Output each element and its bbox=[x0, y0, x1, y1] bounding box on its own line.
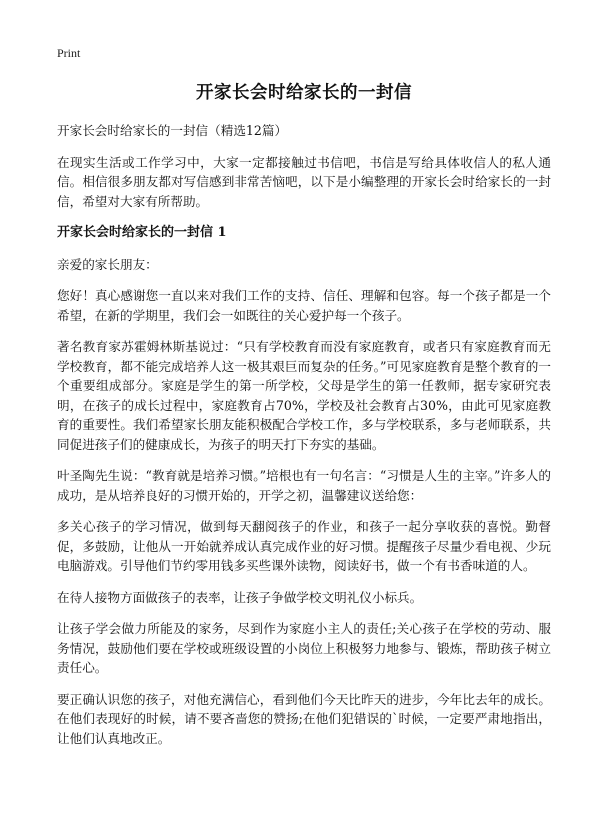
print-label[interactable]: Print bbox=[57, 46, 81, 60]
body-paragraph: 多关心孩子的学习情况，做到每天翻阅孩子的作业，和孩子一起分享收获的喜悦。勤督促，多鼓励，让他从一开始就养成认真完成作业的好习惯。提醒孩子尽量少看电视、少玩电脑游戏。引导他们节约零用钱多买些课外读物，阅读好书，做一个有书香味道的人。 bbox=[57, 519, 551, 573]
salutation: 亲爱的家长朋友： bbox=[57, 256, 158, 272]
body-paragraph: 著名教育家苏霍姆林斯基说过：“只有学校教育而没有家庭教育，或者只有家庭教育而无学校教育，都不能完成培养人这一极其艰巨而复杂的任务。”可见家庭教育是整个教育的一个重要组成部分。家庭是学生的第一所学校，父母是学生的第一任教师，据专家研究表明，在孩子的成长过程中，家庭教育占70%，学校及社会教育占30%，由此可见家庭教育的重要性。我们希望家长朋友能积极配合学校工作，多与学校联系，多与老师联系，共同促进孩子们的健康成长，为孩子的明天打下夯实的基础。 bbox=[57, 339, 551, 452]
body-paragraph: 在待人接物方面做孩子的表率，让孩子争做学校文明礼仪小标兵。 bbox=[57, 589, 423, 605]
body-paragraph: 要正确认识您的孩子，对他充满信心，看到他们今天比昨天的进步，今年比去年的成长。在他们表现好的时候，请不要吝啬您的赞扬;在他们犯错误的`时候，一定要严肃地指出，让他们认真地改正。 bbox=[57, 691, 551, 746]
body-paragraph: 您好！真心感谢您一直以来对我们工作的支持、信任、理解和包容。每一个孩子都是一个希望，在新的学期里，我们会一如既往的关心爱护每一个孩子。 bbox=[57, 288, 551, 323]
body-paragraph: 叶圣陶先生说：“教育就是培养习惯。”培根也有一句名言：“习惯是人生的主宰。”许多人的成功，是从培养良好的习惯开始的，开学之初，温馨建议送给您： bbox=[57, 468, 551, 503]
section-heading: 开家长会时给家长的一封信 1 bbox=[57, 225, 227, 240]
intro-paragraph: 在现实生活或工作学习中，大家一定都接触过书信吧，书信是写给具体收信人的私人通信。相信很多朋友都对写信感到非常苦恼吧，以下是小编整理的开家长会时给家长的一封信，希望对大家有所帮助。 bbox=[57, 154, 551, 209]
document-title: 开家长会时给家长的一封信 bbox=[196, 83, 412, 103]
document-subtitle: 开家长会时给家长的一封信（精选12篇） bbox=[57, 123, 288, 138]
body-paragraph: 让孩子学会做力所能及的家务，尽到作为家庭小主人的责任;关心孩子在学校的劳动、服务情况，鼓励他们要在学校或班级设置的小岗位上积极努力地参与、锻炼，帮助孩子树立责任心。 bbox=[57, 621, 551, 675]
document-body bbox=[57, 121, 551, 760]
